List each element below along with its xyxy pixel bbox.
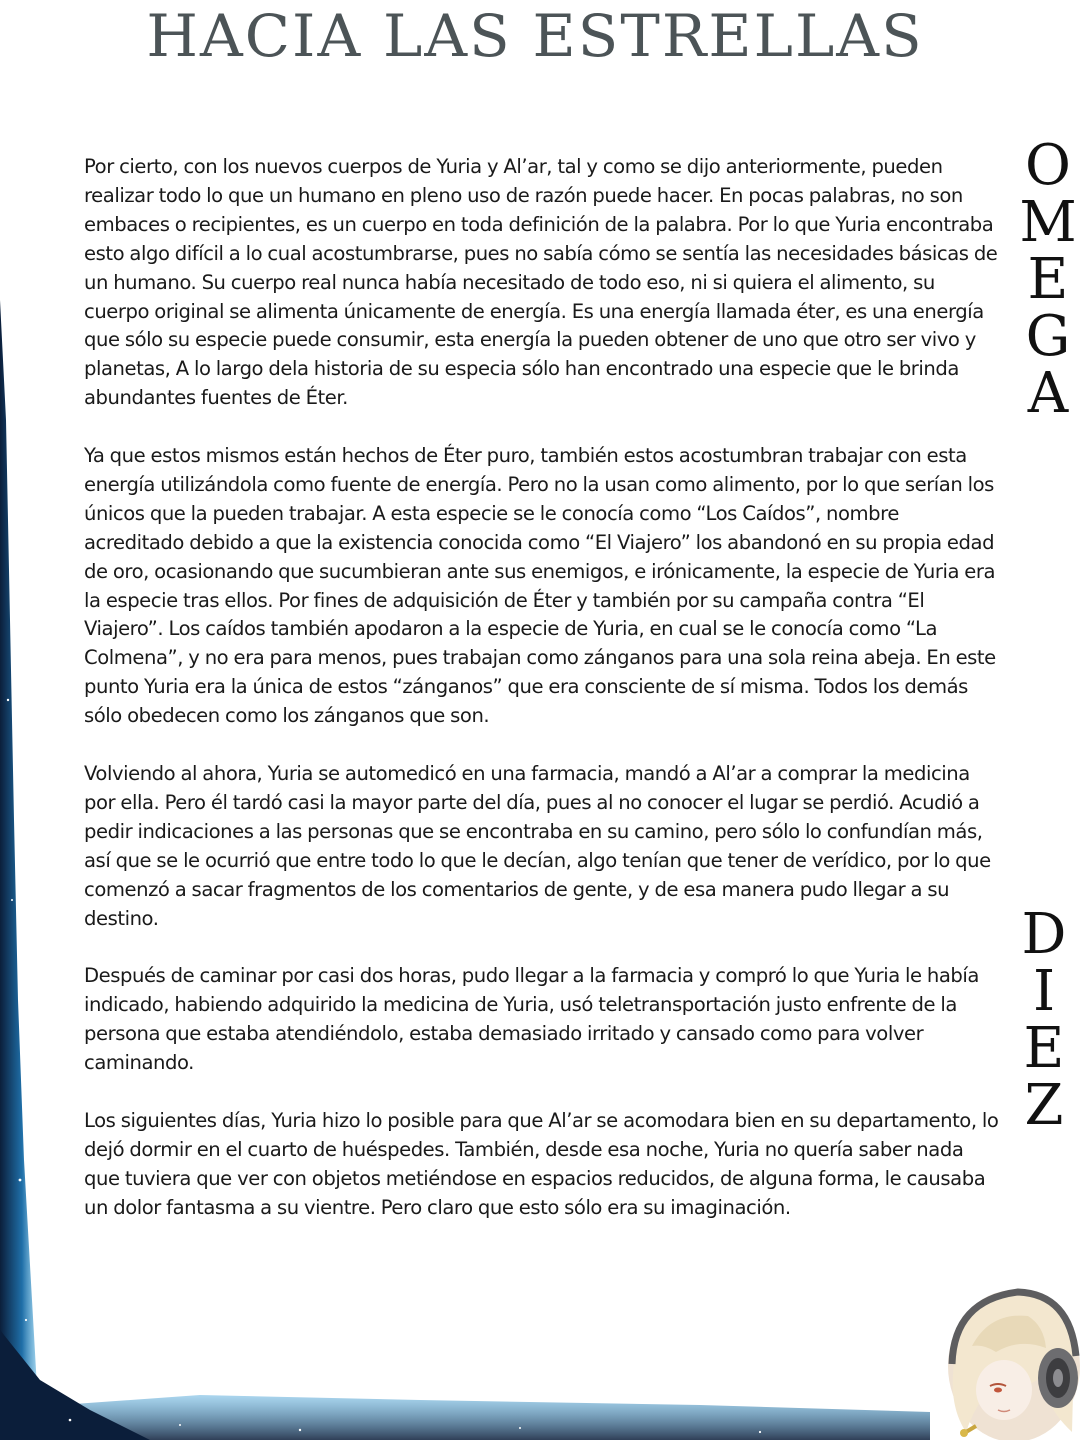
headphone-girl-avatar bbox=[936, 1282, 1080, 1440]
side-letter: A bbox=[1027, 361, 1069, 426]
paragraph: Después de caminar por casi dos horas, pudo llegar a la farmacia y compró lo que Yuria le había indicado, habiendo adquirido la medicina de Yuria, usó teletransportación justo enfrente de la persona que estaba atendiéndolo, estaba demasiado irritado y cansado como para volver caminando. bbox=[84, 964, 979, 1075]
side-letter: E bbox=[1027, 247, 1069, 312]
side-letter: Z bbox=[1024, 1073, 1064, 1138]
side-letter: G bbox=[1025, 304, 1071, 369]
story-body bbox=[84, 153, 1004, 1251]
side-letter: O bbox=[1025, 133, 1071, 198]
paragraph: Volviendo al ahora, Yuria se automedicó en una farmacia, mandó a Al’ar a comprar la medicina por ella. Pero él tardó casi la mayor parte del día, pues al no conocer el lugar se perdió. Acudió a pedir indicaciones a las personas que se encontraba en su camino, pero sólo lo confundían más, así que se le ocurrió que entre todo lo que le decían, algo tenían que tener de verídico, por lo que comenzó a sacar fragmentos de los comentarios de gente, y de esa manera pudo llegar a su destino. bbox=[84, 762, 991, 930]
document-title: HACIA LAS ESTRELLAS bbox=[146, 2, 924, 70]
side-word-diez bbox=[1014, 902, 1074, 1138]
side-letter: M bbox=[1019, 190, 1077, 255]
side-word-omega bbox=[1018, 133, 1078, 426]
paragraph: Por cierto, con los nuevos cuerpos de Yuria y Al’ar, tal y como se dijo anteriormente, pueden realizar todo lo que un humano en pleno uso de razón puede hacer. En pocas palabras, no son embaces o recipientes, es un cuerpo en toda definición de la palabra. Por lo que Yuria encontraba esto algo difícil a lo cual acostumbrarse, pues no sabía cómo se sentía las necesidades básicas de un humano. Su cuerpo real nunca había necesitado de todo eso, ni si quiera el alimento, su cuerpo original se alimenta únicamente de energía. Es una energía llamada éter, es una energía que sólo su especie puede consumir, esta energía la pueden obtener de uno que otro ser vivo y planetas, A lo largo dela historia de su especia sólo han encontrado una especie que le brinda abundantes fuentes de Éter. bbox=[84, 155, 998, 410]
side-letter: I bbox=[1032, 959, 1056, 1024]
side-letter: E bbox=[1023, 1016, 1065, 1081]
paragraph: Ya que estos mismos están hechos de Éter puro, también estos acostumbran trabajar con esta energía utilizándola como fuente de energía. Pero no la usan como alimento, por lo que serían los únicos que la pueden trabajar. A esta especie se le conocía como “Los Caídos”, nombre acreditado debido a que la existencia conocida como “El Viajero” los abandonó en su propia edad de oro, ocasionando que sucumbieran ante sus enemigos, e irónicamente, la especie de Yuria era la especie tras ellos. Por fines de adquisición de Éter y también por su campaña contra “El Viajero”. Los caídos también apodaron a la especie de Yuria, en cual se le conocía como “La Colmena”, y no era para menos, pues trabajan como zánganos para una sola reina abeja. En este punto Yuria era la única de estos “zánganos” que era consciente de sí misma. Todos los demás sólo obedecen como los zánganos que son. bbox=[84, 444, 996, 728]
paragraph: Los siguientes días, Yuria hizo lo posible para que Al’ar se acomodara bien en su departamento, lo dejó dormir en el cuarto de huéspedes. También, desde esa noche, Yuria no quería saber nada que tuviera que ver con objetos metiéndose en espacios reducidos, de alguna forma, le causaba un dolor fantasma a su vientre. Pero claro que esto sólo era su imaginación. bbox=[84, 1108, 999, 1219]
side-letter: D bbox=[1021, 902, 1067, 967]
